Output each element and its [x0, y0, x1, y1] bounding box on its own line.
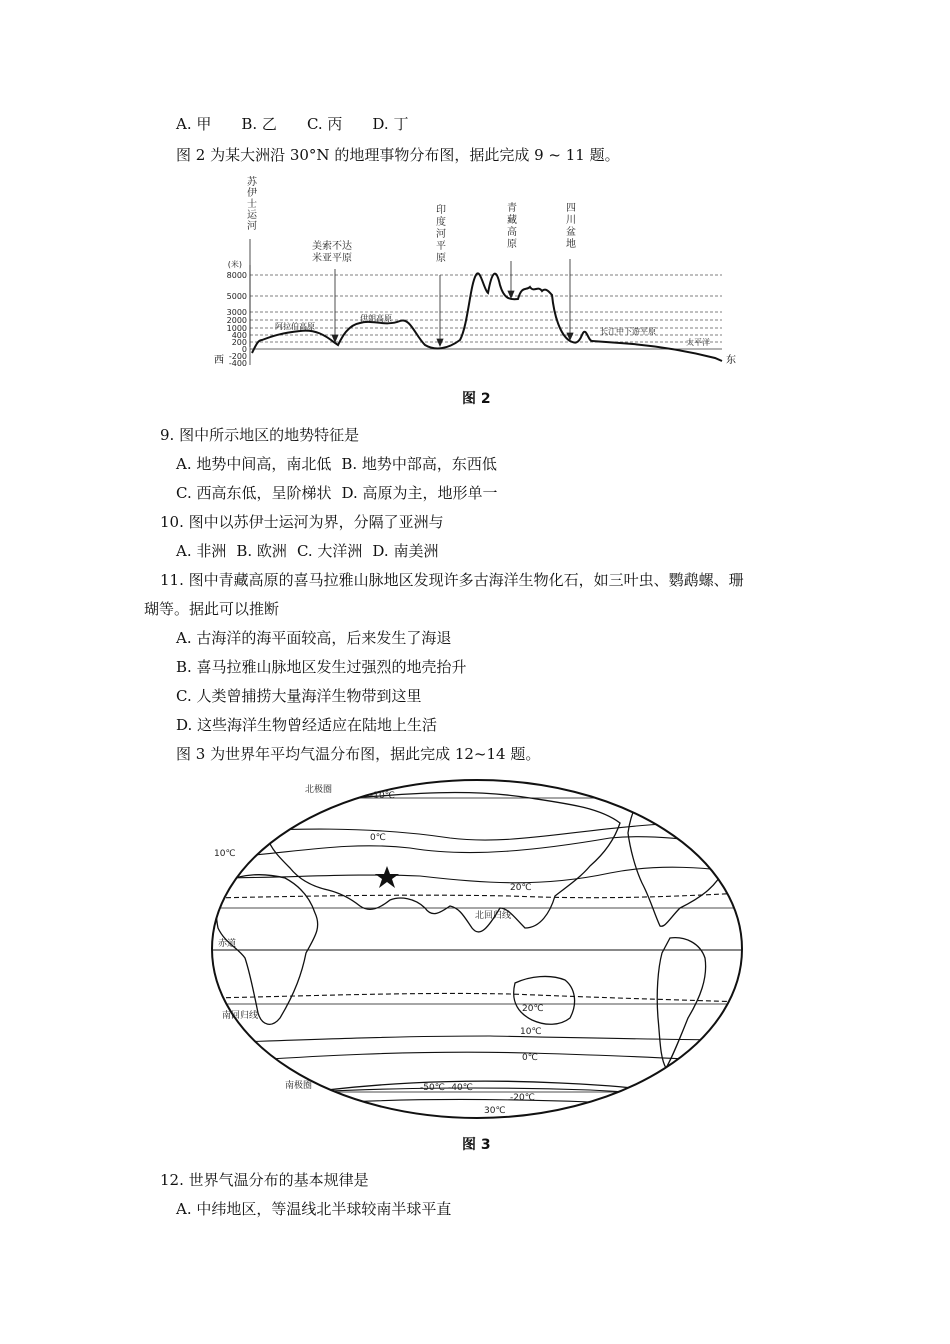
- figure-2-caption: 图 2: [462, 391, 491, 407]
- q8-option-d: D. 丁: [372, 115, 409, 133]
- q9-option-a: A. 地势中间高，南北低: [176, 455, 332, 473]
- q11-option-b: B. 喜马拉雅山脉地区发生过强烈的地壳抬升: [176, 658, 467, 676]
- tick-2000: 2000: [226, 316, 247, 325]
- q11-option-c: C. 人类曾捕捞大量海洋生物带到这里: [176, 687, 422, 705]
- tick-3000: 3000: [226, 308, 247, 317]
- q9-options-row2: [176, 483, 508, 503]
- tick-0: 0: [241, 345, 247, 354]
- tick-200: 200: [231, 338, 247, 347]
- tick-1000: 1000: [226, 324, 247, 333]
- isotherm-label-neg10-top: -10℃: [370, 791, 395, 801]
- q8-option-a: A. 甲: [176, 115, 212, 133]
- figure-3-caption: 图 3: [462, 1137, 491, 1153]
- label-antarctic-circle: 南极圈: [285, 1081, 313, 1091]
- q10-option-b: B. 欧洲: [236, 542, 287, 560]
- q9-option-c: C. 西高东低，呈阶梯状: [176, 484, 332, 502]
- q11-option-d: D. 这些海洋生物曾经适应在陆地上生活: [176, 716, 438, 734]
- label-suez: 苏伊士运河: [247, 177, 257, 232]
- tick-neg200: -200: [228, 352, 247, 361]
- isotherm-label-0-north: 0℃: [370, 833, 386, 843]
- label-indus: 印度河平原: [436, 205, 446, 264]
- label-mesopotamia-2: 米亚平原: [312, 253, 352, 264]
- q9-option-d: D. 高原为主，地形单一: [341, 484, 498, 502]
- isotherm-label-20-south: 20℃: [522, 1004, 544, 1014]
- isotherm-label-10-north: 10℃: [214, 849, 236, 859]
- isotherm-label-0-south: 0℃: [522, 1053, 538, 1063]
- q10-options: [176, 541, 448, 561]
- tick-neg400: -400: [228, 359, 247, 368]
- label-pacific: 太平洋: [686, 338, 710, 347]
- q10-option-d: D. 南美洲: [372, 542, 439, 560]
- label-mesopotamia-1: 美索不达: [312, 241, 352, 252]
- svg-text:(米): (米): [227, 260, 242, 269]
- label-iranian: 伊朗高原: [360, 314, 392, 323]
- label-arabian: 阿拉伯高原: [275, 322, 315, 331]
- label-west: 西: [214, 355, 224, 366]
- isotherm-label-20-north: 20℃: [510, 883, 532, 893]
- tick-8000: 8000: [226, 271, 247, 280]
- terrain-line: [252, 273, 722, 361]
- isotherm-label-neg30: 30℃: [484, 1106, 506, 1116]
- isotherm-label-neg40: -40℃: [448, 1083, 473, 1093]
- q9-options-row1: [176, 454, 507, 474]
- label-tropic-cancer: 北回归线: [475, 911, 512, 921]
- figure-3-world-isotherm-map: [210, 778, 745, 1123]
- label-sichuan: 四川盆地: [566, 203, 576, 250]
- label-east: 东: [726, 355, 736, 366]
- q10-option-a: A. 非洲: [176, 542, 227, 560]
- label-tropic-capricorn: 南回归线: [222, 1011, 259, 1021]
- q10-option-c: C. 大洋洲: [296, 542, 363, 560]
- q9-stem: 9. 图中所示地区的地势特征是: [160, 426, 360, 444]
- q8-option-b: B. 乙: [241, 115, 277, 133]
- tick-5000: 5000: [226, 292, 247, 301]
- fig3-intro: 图 3 为世界年平均气温分布图，据此完成 12~14 题。: [176, 745, 541, 763]
- isotherm-label-neg50: -50℃: [420, 1083, 445, 1093]
- q12-stem: 12. 世界气温分布的基本规律是: [160, 1171, 369, 1189]
- q8-option-c: C. 丙: [306, 115, 343, 133]
- label-arctic-circle: 北极圈: [305, 785, 333, 795]
- q11-stem-line2: 瑚等。据此可以推断: [144, 600, 280, 618]
- label-equator: 赤道: [218, 939, 237, 949]
- tick-400: 400: [231, 331, 247, 340]
- isotherm-label-neg20: -20℃: [510, 1093, 535, 1103]
- figure-2-terrain-profile: [200, 175, 760, 375]
- q8-options: [176, 114, 438, 134]
- q11-option-a: A. 古海洋的海平面较高，后来发生了海退: [176, 629, 452, 647]
- fig2-intro: 图 2 为某大洲沿 30°N 的地理事物分布图，据此完成 9 ~ 11 题。: [176, 146, 620, 164]
- q12-option-a: A. 中纬地区，等温线北半球较南半球平直: [176, 1200, 452, 1218]
- label-yangtze: 长江中下游平原: [600, 327, 656, 336]
- isotherm-label-10-south: 10℃: [520, 1027, 542, 1037]
- q10-stem: 10. 图中以苏伊士运河为界，分隔了亚洲与: [160, 513, 444, 531]
- q11-stem-line1: 11. 图中青藏高原的喜马拉雅山脉地区发现许多古海洋生物化石，如三叶虫、鹦鹉螺、珊: [160, 571, 744, 589]
- label-tibet: 青藏高原: [507, 203, 517, 250]
- q9-option-b: B. 地势中部高，东西低: [341, 455, 497, 473]
- map-frame: [212, 780, 742, 1118]
